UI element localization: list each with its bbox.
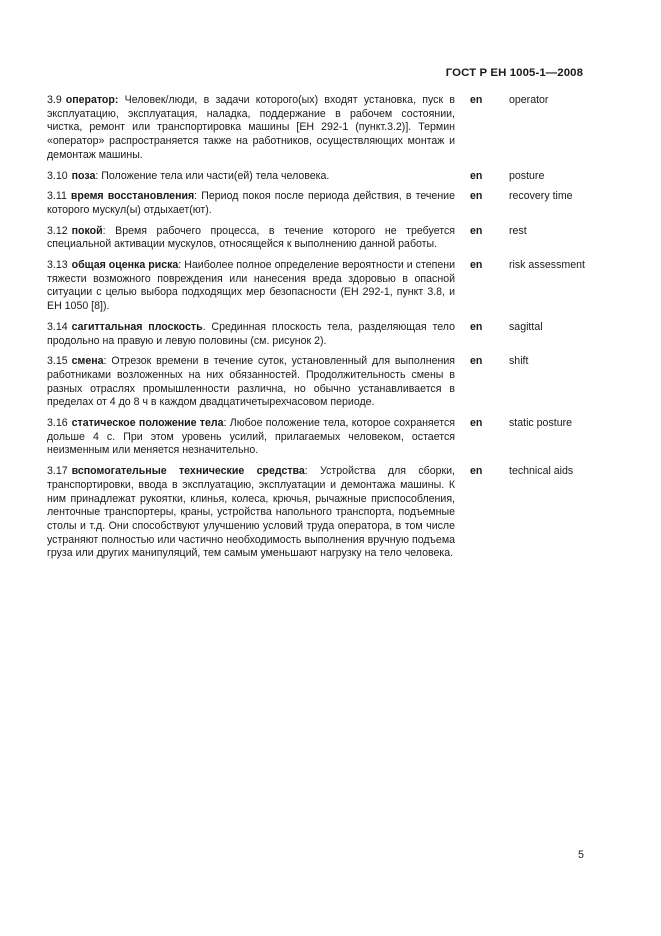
term-definition: : Любое положение тела, которое сохраняется дольше 4 с. При этом уровень усилий, прилагаемых человеком, остается неизменным или меняется незначительно. (47, 417, 455, 457)
language-code: en (470, 169, 483, 182)
term-number: 3.10 (47, 169, 68, 182)
term-entry-3-13 (47, 259, 592, 314)
term-number: 3.12 (47, 224, 68, 237)
term-entry-3-17 (47, 465, 592, 561)
term-name: смена (71, 355, 104, 368)
english-equivalent: operator (509, 94, 549, 106)
term-number: 3.16 (47, 417, 68, 430)
page-number: 5 (578, 849, 584, 861)
term-text (47, 190, 455, 217)
term-number: 3.9 (47, 94, 62, 106)
term-entry-3-10 (47, 170, 592, 184)
term-entry-3-16 (47, 417, 592, 458)
term-text (47, 94, 455, 163)
term-entry-3-11 (47, 190, 592, 217)
term-text (47, 355, 455, 410)
term-text (47, 321, 455, 348)
term-entry-3-15 (47, 355, 592, 410)
term-definition: : Наиболее полное определение вероятности и степени тяжести возможного повреждения или нанесения вреда здоровью в опасной ситуации с целью выбора подходящих мер безопасности (ЕН 292-1, пункт 3.8, и ЕН 1050 [8]). (47, 259, 455, 313)
term-definition: : Период покоя после периода действия, в течение которого мускул(ы) отдыхает(ют). (47, 190, 455, 216)
term-name: вспомогательные технические средства (71, 465, 305, 478)
language-code: en (470, 465, 483, 478)
term-name: общая оценка риска (71, 259, 179, 272)
language-code: en (470, 94, 483, 106)
term-definition: Человек/люди, в задачи которого(ых) входят установка, пуск в эксплуатацию, эксплуатация, наладка, поддержание в рабочем состоянии, чистка, ремонт или транспортировка машины [ЕН 292-1 (пункт.3.2)]. Термин «оператор» распространяется также на работников, осуществляющих монтаж и демонтаж машины. (47, 94, 455, 161)
language-code: en (470, 190, 483, 203)
term-definition: : Устройства для сборки, транспортировки, ввода в эксплуатацию, эксплуатации и демонтажа машины. К ним принадлежат рукоятки, клинья, колеса, крючья, рычажные приспособления, ленточные транспортеры, краны, устройства напольного транспорта, подъемные столы и т.д. Они способствуют улучшению условий труда оператора, в том числе устраняют полностью или частично необходимость выполнения вручную подъема груза или других манипуляций, тем самым уменьшают нагрузку на тело человека. (47, 465, 455, 560)
english-equivalent: technical aids (509, 465, 574, 478)
term-name: статическое положение тела (71, 417, 224, 430)
language-code: en (470, 355, 483, 368)
term-text (47, 417, 455, 458)
term-name: оператор: (65, 94, 119, 106)
term-text (47, 225, 455, 252)
term-text (47, 465, 455, 561)
term-name: время восстановления (70, 190, 195, 203)
term-name: покой (71, 224, 103, 237)
document-header: ГОСТ Р ЕН 1005-1—2008 (445, 67, 583, 79)
term-text (47, 259, 455, 314)
english-equivalent: recovery time (509, 190, 573, 203)
term-entry-3-9 (47, 94, 592, 163)
term-entry-3-12 (47, 225, 592, 252)
term-number: 3.14 (47, 320, 68, 333)
term-text (47, 170, 455, 184)
english-equivalent: risk assessment (509, 259, 585, 272)
term-definition: . Срединная плоскость тела, разделяющая тело продольно на правую и левую половины (см. рисунок 2). (47, 320, 455, 347)
term-number: 3.17 (47, 465, 68, 478)
english-equivalent: shift (509, 355, 529, 368)
language-code: en (470, 259, 483, 272)
term-number: 3.11 (47, 190, 67, 203)
terms-list (47, 94, 592, 568)
language-code: en (470, 224, 483, 237)
english-equivalent: static posture (509, 417, 573, 430)
term-name: поза (71, 169, 96, 182)
language-code: en (470, 417, 483, 430)
term-number: 3.13 (47, 259, 68, 272)
term-definition: : Время рабочего процесса, в течение которого не требуется специальной активации мускулов, относящейся к выполнению данной работы. (47, 224, 455, 251)
term-definition: : Положение тела или части(ей) тела человека. (95, 169, 330, 182)
english-equivalent: rest (509, 224, 527, 237)
english-equivalent: sagittal (509, 320, 543, 333)
term-name: сагиттальная плоскость (71, 320, 203, 333)
english-equivalent: posture (509, 169, 545, 182)
language-code: en (470, 320, 483, 333)
term-definition: : Отрезок времени в течение суток, установленный для выполнения работниками возложенных на них обязанностей. Продолжительность смены в разных отраслях промышленности различна, но обычно устанавливается в пределах от 4 до 8 ч в каждом двадцатичетырехчасовом периоде. (47, 355, 455, 409)
term-entry-3-14 (47, 321, 592, 348)
term-number: 3.15 (47, 355, 68, 368)
